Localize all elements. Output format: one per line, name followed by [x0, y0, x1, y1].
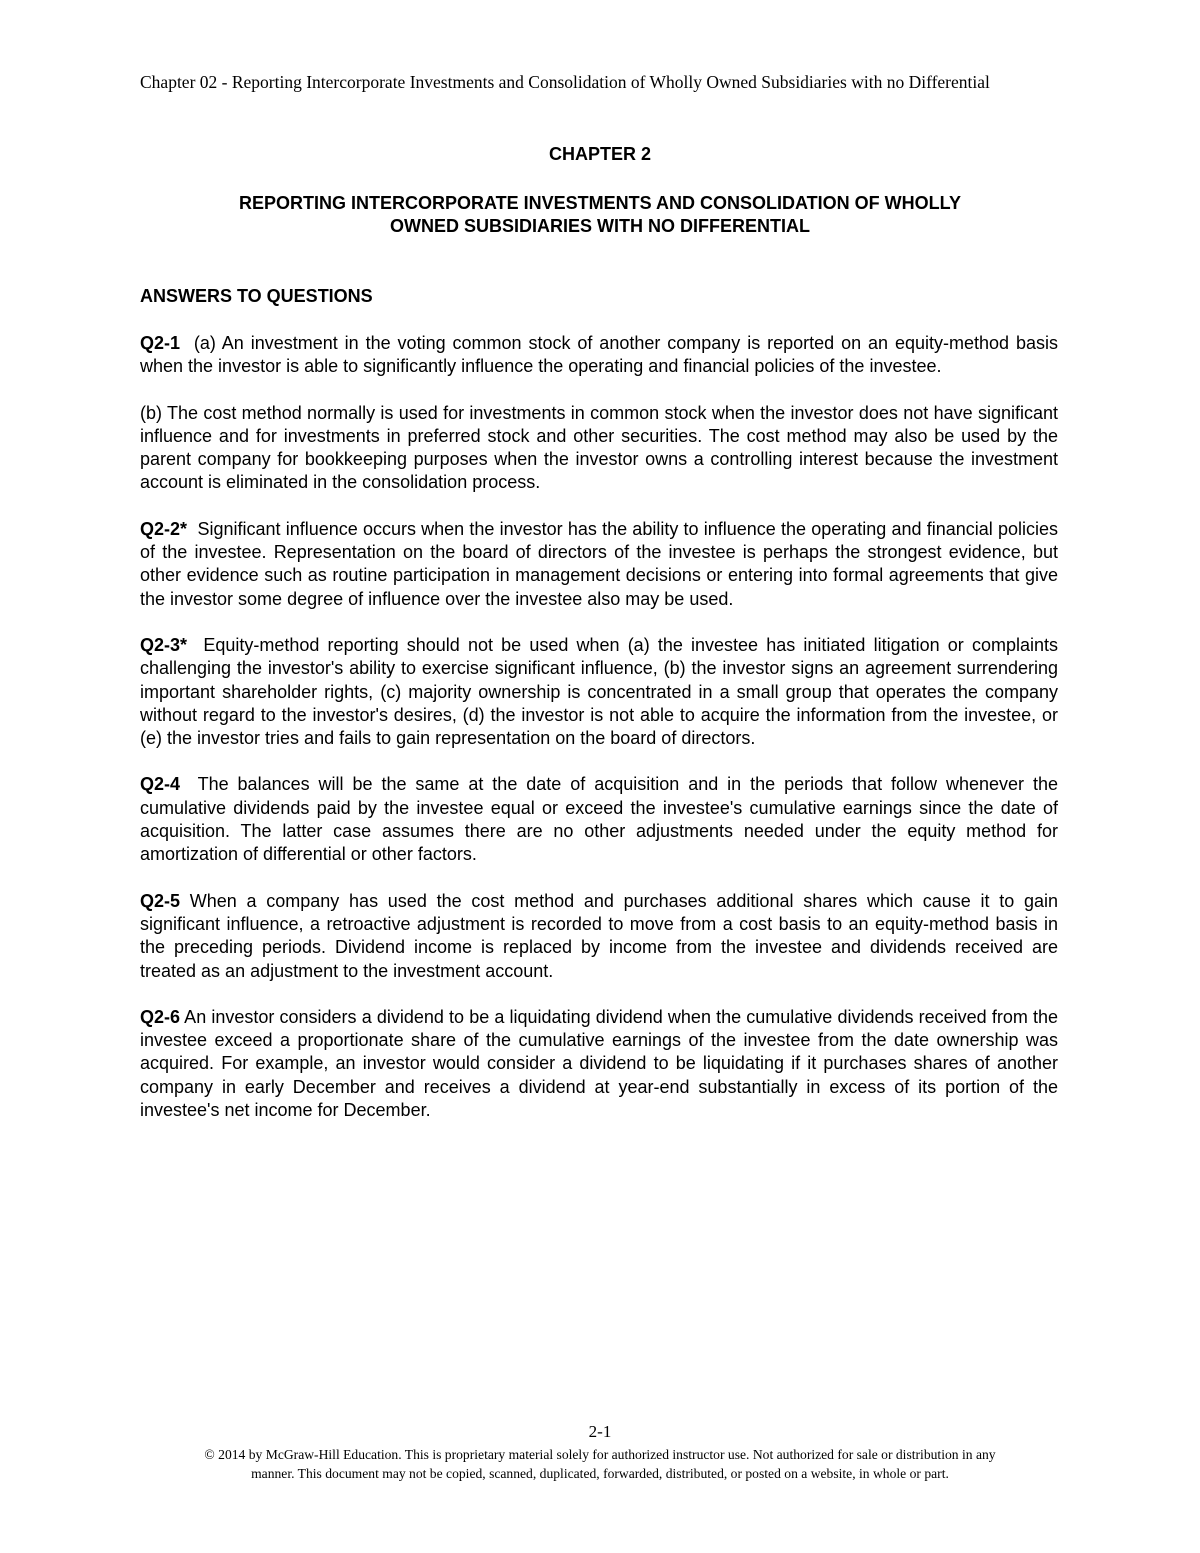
- chapter-label: CHAPTER 2: [548, 144, 651, 164]
- question-id: Q2-6: [140, 1006, 181, 1027]
- question-id: Q2-4: [140, 774, 181, 795]
- answer-text: (b) The cost method normally is used for investments in common stock when the investor does not have significant influence and for investments in preferred stock and other securities. The cost method may also be used by the parent company for bookkeeping purposes when the investor owns a controlling interest because the investment account is eliminated in the consolidation process.: [140, 402, 1064, 493]
- section-heading: ANSWERS TO QUESTIONS: [140, 286, 373, 306]
- answer-text: The balances will be the same at the date of acquisition and in the periods that follow whenever the cumulative dividends paid by the investee equal or exceed the investee's cumulative earnings since the date of acquisition. The latter case assumes there are no other adjustments needed under the equity method for amortization of differential or other factors.: [140, 774, 1064, 865]
- chapter-title: [140, 192, 1060, 238]
- question-id: Q2-3*: [140, 634, 188, 655]
- answer-q2-5: [140, 890, 1064, 983]
- answer-q2-4: [140, 773, 1064, 866]
- answer-text: Significant influence occurs when the investor has the ability to influence the operating and financial policies of the investee. Representation on the board of directors of the investee is perhaps the strongest evidence, but other evidence such as routine participation in management decisions or entering into formal agreements that give the investor some degree of influence over the investee also may be used.: [140, 518, 1064, 609]
- answer-q2-1-a: [140, 332, 1064, 379]
- chapter-title-line-2: OWNED SUBSIDIARIES WITH NO DIFFERENTIAL: [390, 216, 810, 236]
- chapter-title-line-1: REPORTING INTERCORPORATE INVESTMENTS AND CONSOLIDATION OF WHOLLY: [238, 193, 961, 213]
- answer-text: When a company has used the cost method and purchases additional shares which cause it to gain significant influence, a retroactive adjustment is recorded to move from a cost basis to an equity-method basis in the preceding periods. Dividend income is replaced by income from the investee and dividends received are treated as an adjustment to the investment account.: [140, 890, 1064, 981]
- question-id: Q2-1: [140, 333, 181, 353]
- question-id: Q2-2*: [140, 518, 188, 539]
- answer-q2-2: [140, 518, 1064, 611]
- copyright-notice: [140, 1445, 1060, 1483]
- answer-q2-6: [140, 1006, 1064, 1122]
- running-header: Chapter 02 - Reporting Intercorporate Investments and Consolidation of Wholly Owned Subsidiaries with no Differential: [140, 72, 990, 92]
- answers-body: [140, 332, 1064, 1145]
- copyright-line-2: manner. This document may not be copied, scanned, duplicated, forwarded, distributed, or posted on a website, in whole or part.: [251, 1466, 949, 1481]
- answer-text: An investor considers a dividend to be a liquidating dividend when the cumulative dividends received from the investee exceed a proportionate share of the cumulative earnings of the investee from the date ownership was acquired. For example, an investor would consider a dividend to be liquidating if it purchases shares of another company in early December and receives a dividend at year-end substantially in excess of its portion of the investee's net income for December.: [140, 1006, 1064, 1121]
- answer-text: Equity-method reporting should not be used when (a) the investee has initiated litigation or complaints challenging the investor's ability to exercise significant influence, (b) the investor signs an agreement surrendering important shareholder rights, (c) majority ownership is concentrated in a small group that operates the company without regard to the investor's desires, (d) the investor is not able to acquire the information from the investee, or (e) the investor tries and fails to gain representation on the board of directors.: [140, 634, 1064, 749]
- answer-text: (a) An investment in the voting common stock of another company is reported on an equity-method basis when the investor is able to significantly influence the operating and financial policies of the investee.: [140, 333, 1064, 377]
- page-number: 2-1: [588, 1422, 612, 1441]
- question-id: Q2-5: [140, 890, 181, 911]
- copyright-line-1: © 2014 by McGraw-Hill Education. This is proprietary material solely for authorized instructor use. Not authorized for sale or distribution in any: [204, 1447, 996, 1462]
- answer-q2-1-b: [140, 402, 1064, 495]
- answer-q2-3: [140, 634, 1064, 750]
